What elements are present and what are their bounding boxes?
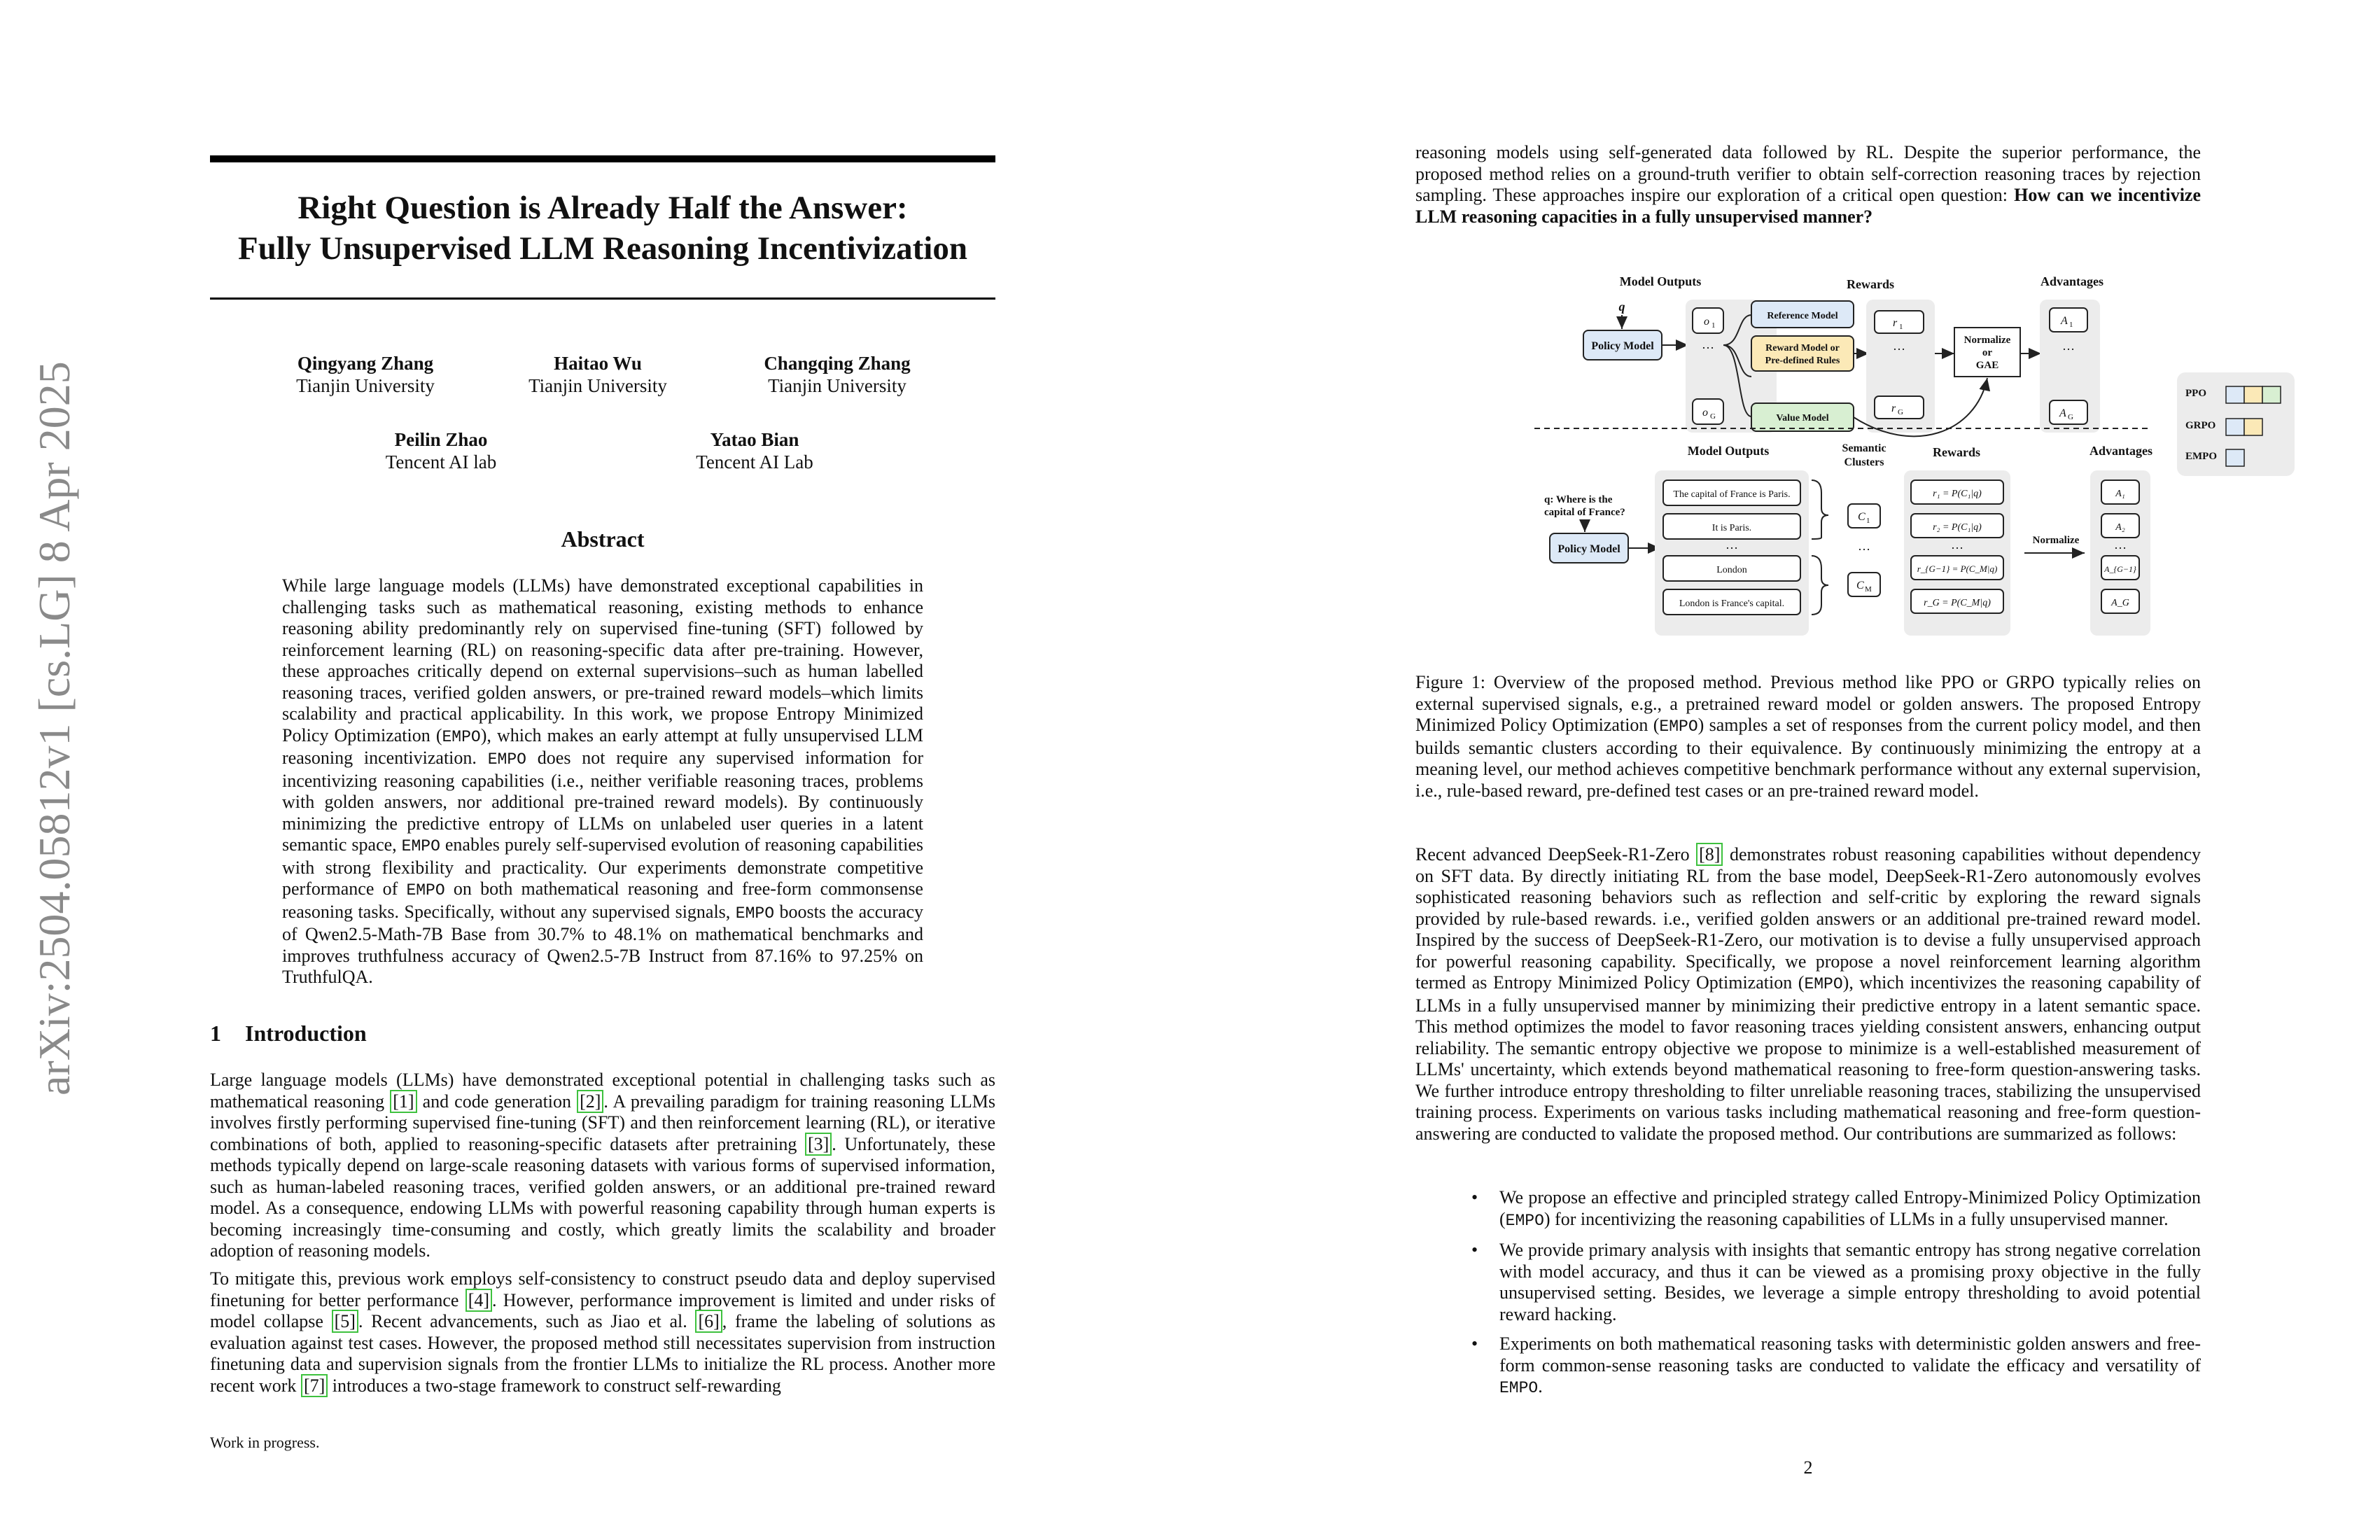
- author-4: [315, 428, 567, 473]
- svg-text:A_{G−1}: A_{G−1}: [2104, 564, 2136, 574]
- svg-text:r: r: [1891, 402, 1896, 414]
- svg-text:…: …: [2062, 339, 2075, 353]
- svg-text:r₂ = P(C₁|q): r₂ = P(C₁|q): [1933, 522, 1982, 533]
- svg-text:Reward Model or: Reward Model or: [1765, 343, 1840, 354]
- svg-text:It is Paris.: It is Paris.: [1712, 523, 1752, 533]
- author-1: [239, 352, 491, 397]
- header-advantages: Advantages: [2040, 274, 2104, 288]
- svg-text:Normalize: Normalize: [1963, 335, 2011, 346]
- intro-paragraph-2: To mitigate this, previous work employs self-consistency to construct pseudo data and deploy supervised finetuning for better performance [4] . However, performance improvement is limited and under risks of model collapse [5] . Recent advancements, such as Jiao et al. [6] , frame the labeling of solutions as evaluation against test cases. However, the proposed method still necessitates supervision from instruction finetuning data and supervision signals from the frontier LLMs to initialize the RL process. Another more recent work [7] introduces a two-stage framework to construct self-rewarding: [210, 1268, 995, 1396]
- intro-paragraph-1: Large language models (LLMs) have demonstrated exceptional potential in challenging tasks such as mathematical reasoning [1] and code generation [2] . A prevailing paradigm for training reasoning LLMs involves firstly performing supervised fine-tuning (SFT) and then reinforcement learning (RL), or iterative combinations of both, applied to reasoning-specific datasets after pretraining [3] . Unfortunately, these methods typically depend on large-scale reasoning datasets with various forms of supervised information, such as human-labeled reasoning traces, verified golden answers, or an additional pre-trained reward model. As a consequence, endowing LLMs with powerful reasoning capability through human experts is becoming increasingly time-consuming and costly, which greatly limits the scalability and broader adoption of reasoning models.: [210, 1070, 996, 1261]
- citation-link[interactable]: [2]: [577, 1090, 603, 1113]
- svg-text:London: London: [1716, 565, 1747, 575]
- author-affiliation: Tencent AI Lab: [696, 451, 813, 472]
- citation-link[interactable]: [5]: [332, 1310, 358, 1333]
- title-line-2: Fully Unsupervised LLM Reasoning Incentivization: [238, 230, 967, 267]
- citation-link[interactable]: [8]: [1696, 843, 1723, 866]
- svg-text:Policy Model: Policy Model: [1558, 543, 1620, 555]
- svg-text:Model Outputs: Model Outputs: [1687, 444, 1770, 458]
- svg-text:PPO: PPO: [2185, 388, 2206, 399]
- abstract-text: While large language models (LLMs) have demonstrated exceptional capabilities in challenging tasks such as mathematical reasoning, existing methods to enhance reasoning ability predominantly rely on supervised fine-tuning (SFT) followed by reinforcement learning (RL) on reasoning-specific data after pre-training. However, these approaches critically depend on external supervisions–such as human labelled reasoning traces, verified golden answers, or pre-trained reward models–which limits scalability and practical applicability. In this work, we propose Entropy Minimized Policy Optimization (EMPO), which makes an early attempt at fully unsupervised LLM reasoning incentivization. EMPO does not require any supervised information for incentivizing reasoning capabilities (i.e., neither verifiable reasoning traces, problems with golden answers, nor additional pre-trained reward models). By continuously minimizing the predictive entropy of LLMs on unlabeled user queries in a latent semantic space, EMPO enables purely self-supervised evolution of reasoning capabilities with strong flexibility and practicality. Our experiments demonstrate competitive performance of EMPO on both mathematical reasoning and free-form commonsense reasoning tasks. Specifically, without any supervised signals, EMPO boosts the accuracy of Qwen2.5-Math-7B Base from 30.7% to 48.1% on mathematical benchmarks and improves truthfulness accuracy of Qwen2.5-7B Instruct from 87.16% to 97.25% on TruthfulQA.: [282, 575, 924, 987]
- citation-link[interactable]: [6]: [695, 1310, 722, 1333]
- author-name: Haitao Wu: [554, 353, 642, 374]
- svg-text:…: …: [1951, 538, 1963, 552]
- svg-text:o: o: [1704, 316, 1709, 328]
- svg-text:London is France's capital.: London is France's capital.: [1679, 598, 1785, 609]
- svg-text:q: Where is the: q: Where is the: [1544, 494, 1613, 505]
- svg-text:Pre-defined Rules: Pre-defined Rules: [1765, 356, 1840, 366]
- author-affiliation: Tianjin University: [768, 375, 906, 396]
- svg-text:capital of France?: capital of France?: [1544, 507, 1625, 518]
- header-rewards: Rewards: [1847, 277, 1894, 291]
- citation-link[interactable]: [1]: [390, 1090, 416, 1113]
- arxiv-identifier: arXiv:2504.05812v1 [cs.LG] 8 Apr 2025: [29, 361, 79, 1096]
- footnote: Work in progress.: [210, 1434, 320, 1451]
- svg-text:G: G: [1898, 408, 1903, 416]
- section-heading-introduction: 1 Introduction: [210, 1021, 367, 1046]
- svg-text:G: G: [2068, 413, 2073, 421]
- citation-link[interactable]: [7]: [301, 1374, 328, 1397]
- author-name: Qingyang Zhang: [297, 353, 434, 374]
- svg-text:1: 1: [2069, 321, 2073, 329]
- svg-text:Clusters: Clusters: [1844, 456, 1884, 468]
- svg-text:A₁: A₁: [2115, 489, 2125, 499]
- svg-text:G: G: [1710, 412, 1716, 421]
- svg-text:M: M: [1865, 585, 1872, 594]
- abstract-heading: Abstract: [561, 526, 645, 552]
- svg-text:C: C: [1858, 511, 1865, 523]
- author-affiliation: Tianjin University: [528, 375, 667, 396]
- author-name: Changqing Zhang: [764, 353, 911, 374]
- svg-text:or: or: [1982, 347, 1993, 358]
- svg-text:C: C: [1856, 580, 1864, 592]
- svg-text:Reference Model: Reference Model: [1767, 311, 1838, 321]
- paper-title: [210, 188, 995, 269]
- query-label: q: [1618, 300, 1625, 314]
- svg-text:A_G: A_G: [2111, 598, 2129, 608]
- citation-link[interactable]: [3]: [805, 1133, 832, 1156]
- list-item: • Experiments on both mathematical reasoning tasks with deterministic golden answers and free-form common-sense reasoning tasks are conducted to validate the efficacy and versatility of EMPO.: [1471, 1334, 2201, 1397]
- policy-model-label: Policy Model: [1591, 340, 1654, 352]
- continued-paragraph: reasoning models using self-generated data followed by RL. Despite the superior performance, the proposed method relies on a ground-truth verifier to obtain self-correction reasoning traces by rejection sampling. These approaches inspire our exploration of a critical open question: How can we incentivize LLM reasoning capacities in a fully unsupervised manner?: [1415, 142, 2201, 227]
- svg-text:r: r: [1893, 317, 1898, 329]
- author-5: [629, 428, 881, 473]
- title-bottom-rule: [210, 298, 995, 300]
- list-item: • We provide primary analysis with insights that semantic entropy has strong negative correlation with model accuracy, and thus it can be viewed as a promising proxy objective in the fully unsupervised setting. Besides, we leverage a simple entropy thresholding to avoid potential reward hacking.: [1471, 1240, 2201, 1324]
- svg-text:…: …: [1702, 337, 1714, 351]
- svg-text:GAE: GAE: [1975, 360, 1999, 371]
- svg-text:A: A: [2061, 315, 2068, 327]
- author-name: Yatao Bian: [710, 429, 799, 450]
- svg-text:Value Model: Value Model: [1776, 413, 1829, 424]
- svg-text:r₁ = P(C₁|q): r₁ = P(C₁|q): [1933, 489, 1982, 499]
- svg-text:r_{G−1} = P(C_M|q): r_{G−1} = P(C_M|q): [1917, 564, 1998, 574]
- svg-text:…: …: [1893, 339, 1905, 353]
- citation-link[interactable]: [4]: [465, 1289, 492, 1312]
- svg-text:r_G = P(C_M|q): r_G = P(C_M|q): [1924, 598, 1991, 608]
- author-affiliation: Tianjin University: [296, 375, 435, 396]
- title-line-1: Right Question is Already Half the Answer:: [298, 190, 908, 226]
- svg-text:Normalize: Normalize: [2032, 535, 2080, 546]
- output-oG-box: [1693, 399, 1723, 424]
- svg-text:o: o: [1702, 407, 1708, 419]
- svg-text:Semantic: Semantic: [1842, 442, 1886, 454]
- figure-1-caption: Figure 1: Overview of the proposed method. Previous method like PPO or GRPO typically relies on external supervised signals, e.g., a pretrained reward model or golden answers. The proposed Entropy Minimized Policy Optimization (EMPO) samples a set of responses from the current policy model, and then builds semantic clusters according to their equivalence. By continuously minimizing the entropy at a meaning level, our method achieves competitive benchmark performance without any external supervision, i.e., rule-based reward, pre-defined test cases or an pre-trained reward model.: [1415, 672, 2201, 801]
- svg-text:GRPO: GRPO: [2185, 420, 2216, 431]
- svg-text:A₂: A₂: [2115, 522, 2125, 533]
- svg-text:1: 1: [1866, 517, 1870, 525]
- author-affiliation: Tencent AI lab: [385, 451, 497, 472]
- svg-text:Advantages: Advantages: [2089, 444, 2153, 458]
- author-name: Peilin Zhao: [394, 429, 488, 450]
- svg-text:1: 1: [1712, 321, 1716, 330]
- svg-text:Rewards: Rewards: [1933, 445, 1980, 459]
- header-model-outputs: Model Outputs: [1619, 274, 1702, 288]
- svg-text:…: …: [1858, 539, 1870, 553]
- title-top-rule: [210, 155, 995, 162]
- svg-text:1: 1: [1899, 323, 1903, 331]
- page-number: 2: [1803, 1457, 1813, 1478]
- svg-text:…: …: [1726, 538, 1738, 552]
- svg-text:The capital of France is Paris: The capital of France is Paris.: [1673, 489, 1791, 500]
- svg-text:A: A: [2059, 407, 2066, 419]
- author-3: [711, 352, 963, 397]
- body-paragraph: Recent advanced DeepSeek-R1-Zero [8] demonstrates robust reasoning capabilities without dependency on SFT data. By directly initiating RL from the base model, DeepSeek-R1-Zero autonomously evolves sophisticated reasoning behaviors such as reflection and self-critic by exploring the reward signals provided by rule-based rewards. i.e., verified golden answers or an additional pre-trained reward model. Inspired by the success of DeepSeek-R1-Zero, our motivation is to devise a fully unsupervised approach for powerful reasoning capability. Specifically, we propose a novel reinforcement learning algorithm termed as Entropy Minimized Policy Optimization (EMPO), which incentivizes the reasoning capability of LLMs in a fully unsupervised manner by minimizing their predictive entropy in a latent semantic space. This method optimizes the model to favor reasoning traces yielding consistent answers, enhancing output reliability. The semantic entropy objective we propose to minimize is a well-established measurement of LLMs' uncertainty, which extends beyond mathematical reasoning to free-form question-answering tasks. We further introduce entropy thresholding to filter unreliable reasoning traces, stabilizing the unsupervised training process. Experiments on various tasks including mathematical reasoning and free-form question-answering are conducted to validate the proposed method. Our contributions are summarized as follows:: [1415, 844, 2201, 1144]
- figure-1-diagram: [1422, 266, 2380, 658]
- author-2: [472, 352, 724, 397]
- contributions-list: [1471, 1187, 2201, 1408]
- list-item: • We propose an effective and principled strategy called Entropy-Minimized Policy Optimization (EMPO) for incentivizing the reasoning capabilities of LLMs in a fully unsupervised manner.: [1471, 1187, 2201, 1230]
- svg-text:…: …: [2114, 538, 2127, 552]
- svg-text:EMPO: EMPO: [2185, 451, 2217, 462]
